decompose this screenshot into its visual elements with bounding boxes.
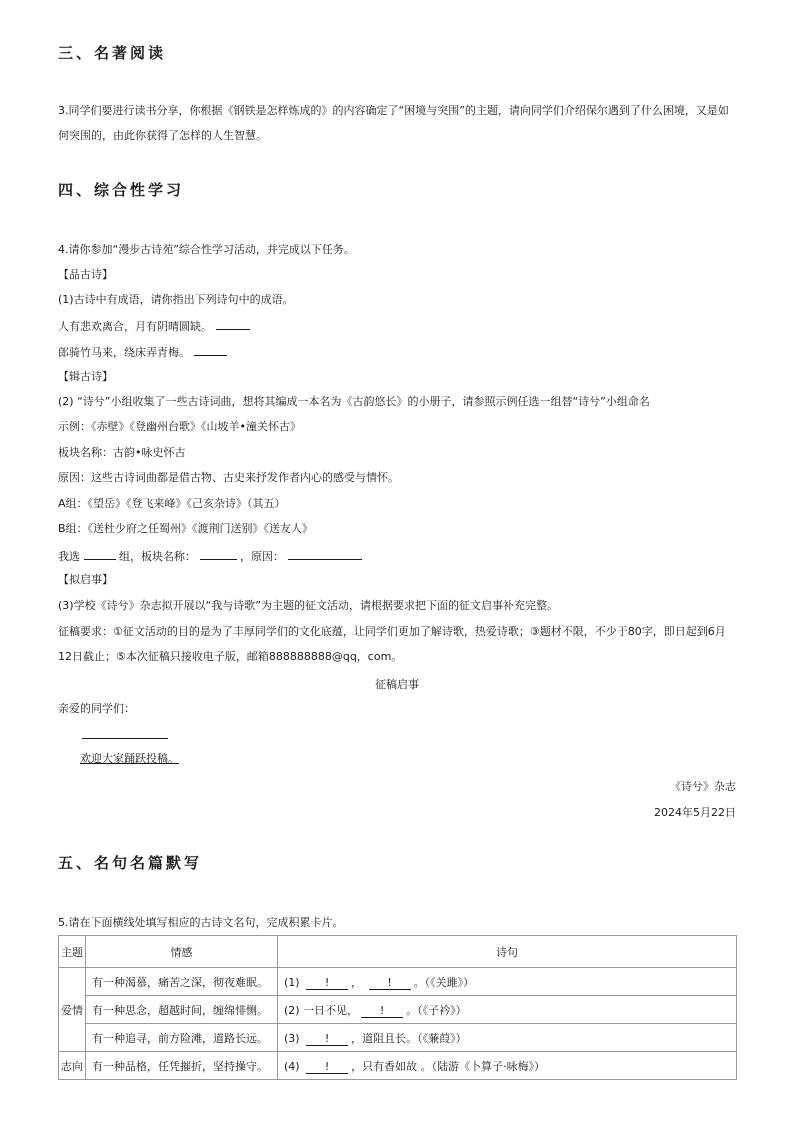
item-number: (2) — [284, 1003, 300, 1017]
group-b: B组：《送杜少府之任蜀州》《渡荆门送别》《送友人》 — [58, 522, 314, 535]
part-3-prompt: (3)学校《诗兮》杂志拟开展以“我与诗歌”为主题的征文活动，请根据要求把下面的征文启事补充完整。 — [58, 599, 558, 612]
tag-ni-qishi: 【拟启事】 — [58, 573, 113, 586]
question-4: 4.请你参加“漫步古诗苑”综合性学习活动，并完成以下任务。 — [58, 243, 355, 256]
accumulation-card-table — [58, 935, 737, 1080]
group-a: A组：《望岳》《登飞来峰》《己亥杂诗》（其五） — [58, 497, 286, 510]
table-row — [59, 1024, 737, 1052]
col-header-topic: 主题 — [59, 936, 86, 968]
item-number: (4) — [284, 1059, 300, 1073]
table-row — [59, 1052, 737, 1080]
tag-ji-gushi: 【辑古诗】 — [58, 370, 113, 383]
table-row — [59, 968, 737, 996]
answer-blank-block-name[interactable] — [200, 548, 237, 560]
item-number: (3) — [284, 1031, 300, 1045]
tag-pin-gushi: 【品古诗】 — [58, 268, 113, 281]
welcome-line: 欢迎大家踊跃投稿。 — [80, 752, 179, 765]
reason-line: 原因：这些古诗词曲都是借古物、古史来抒发作者内心的感受与情怀。 — [58, 471, 399, 484]
col-header-poem: 诗句 — [278, 936, 737, 968]
part-1-prompt: (1)古诗中有成语，请你指出下列诗句中的成语。 — [58, 293, 294, 306]
col-header-emotion: 情感 — [86, 936, 278, 968]
poem-cell — [278, 968, 737, 996]
notice-date: 2024年5月22日 — [654, 806, 736, 819]
answer-blank-group[interactable] — [84, 548, 116, 560]
poem-text: ， — [351, 975, 363, 989]
section-4-title: 四、综合性学习 — [58, 181, 185, 199]
poem-line-2 — [58, 344, 227, 359]
answer-line-notice[interactable] — [82, 738, 168, 739]
requirements: 征稿要求：①征文活动的目的是为了丰厚同学们的文化底蕴，让同学们更加了解诗歌，热爱诗歌；③题材不限，不少于80字，即日起到6月12日截止；⑤本次征稿只接收电子版，邮箱888888888@qq，com。 — [58, 625, 726, 663]
item-number: (1) — [284, 975, 300, 989]
poem-blank[interactable]: ! — [306, 976, 348, 990]
poem-text: ，道阻且长。（《蒹葭》） — [351, 1031, 467, 1045]
notice-title: 征稿启事 — [375, 678, 419, 691]
answer-blank-reason[interactable] — [288, 548, 362, 560]
emotion-cell: 有一种思念，超越时间，缠绵悱恻。 — [86, 996, 278, 1024]
section-3-title: 三、名著阅读 — [58, 44, 167, 62]
poem-line-2-text: 郎骑竹马来，绕床弄青梅。 — [58, 346, 190, 359]
answer-blank-idiom-2[interactable] — [194, 344, 227, 356]
poem-text: 一日不见， — [303, 1003, 359, 1017]
poem-text: ，只有香如故 。（陆游《卜算子·咏梅》） — [351, 1059, 546, 1073]
magazine-signature: 《诗兮》杂志 — [670, 780, 736, 793]
greeting: 亲爱的同学们： — [58, 702, 135, 715]
choose-line — [58, 548, 362, 563]
choose-label-2: 组，板块名称： — [119, 550, 196, 563]
poem-cell — [278, 1052, 737, 1080]
topic-cell-love: 爱情 — [59, 968, 86, 1052]
poem-blank[interactable]: ! — [306, 1032, 348, 1046]
part-2-prompt: (2) “诗兮”小组收集了一些古诗词曲，想将其编成一本名为《古韵悠长》的小册子，请参照示例任选一组替“诗兮”小组命名 — [58, 395, 650, 408]
section-5-title: 五、名句名篇默写 — [58, 854, 203, 872]
table-header-row — [59, 936, 737, 968]
poem-text: 。（《关雎》） — [413, 975, 475, 989]
question-3: 3.同学们要进行读书分享，你根据《钢铁是怎样炼成的》的内容确定了“困境与突围”的主题，请向同学们介绍保尔遇到了什么困境，又是如何突围的，由此你获得了怎样的人生智慧。 — [58, 104, 729, 142]
poem-blank[interactable]: ! — [369, 976, 411, 990]
table-row — [59, 996, 737, 1024]
poem-line-1-text: 人有悲欢离合，月有阴晴圆缺。 — [58, 320, 212, 333]
question-5: 5.请在下面横线处填写相应的古诗文名句，完成积累卡片。 — [58, 916, 344, 929]
emotion-cell: 有一种追寻，前方险滩，道路长远。 — [86, 1024, 278, 1052]
emotion-cell: 有一种渴慕，痛苦之深，彻夜难眠。 — [86, 968, 278, 996]
page-bottom-margin — [58, 1082, 737, 1123]
choose-label-1: 我选 — [58, 550, 80, 563]
poem-cell — [278, 996, 737, 1024]
poem-blank[interactable]: ! — [306, 1060, 348, 1074]
poem-cell — [278, 1024, 737, 1052]
answer-blank-idiom-1[interactable] — [216, 318, 250, 330]
choose-label-3: ，原因： — [240, 550, 284, 563]
example-line: 示例：《赤壁》《登幽州台歌》《山坡羊•潼关怀古》 — [58, 420, 301, 433]
poem-blank[interactable]: ! — [361, 1004, 403, 1018]
block-name-line: 板块名称：古韵•咏史怀古 — [58, 446, 186, 459]
poem-text: 。（《子衿》） — [406, 1003, 467, 1017]
topic-cell-aspiration: 志向 — [59, 1052, 86, 1080]
poem-line-1 — [58, 318, 250, 333]
emotion-cell: 有一种品格，任凭摧折，坚持操守。 — [86, 1052, 278, 1080]
